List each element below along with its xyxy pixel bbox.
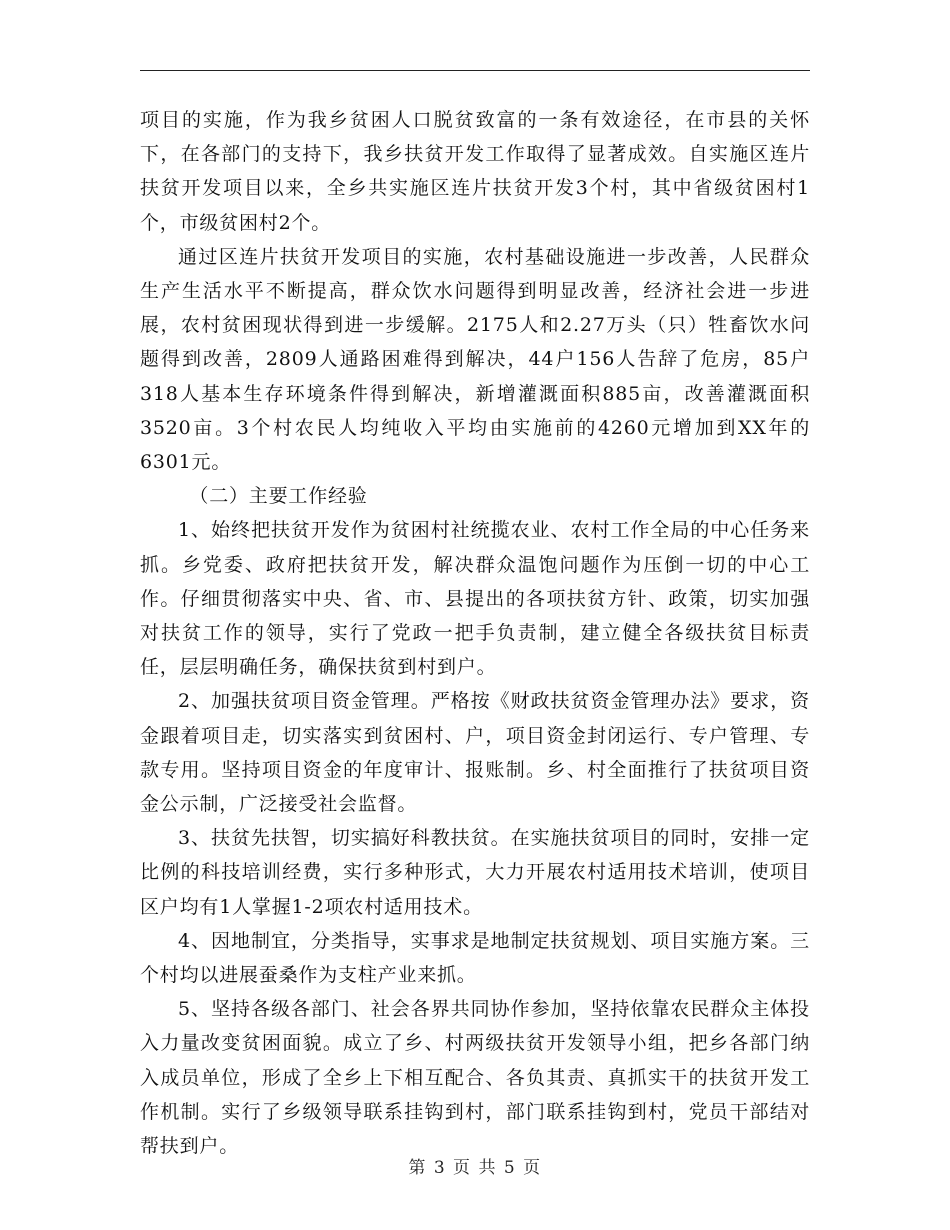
paragraph-item-3: 3、扶贫先扶智，切实搞好科教扶贫。在实施扶贫项目的同时，安排一定比例的科技培训经费，实行多种形式，大力开展农村适用技术培训，使项目区户均有1人掌握1-2项农村适用技术。 xyxy=(140,827,810,918)
paragraph-item-5: 5、坚持各级各部门、社会各界共同协作参加，坚持依靠农民群众主体投入力量改变贫困面貌。成立了乡、村两级扶贫开发领导小组，把乡各部门纳入成员单位，形成了全乡上下相互配合、各负其责、真抓实干的扶贫开发工作机制。实行了乡级领导联系挂钩到村，部门联系挂钩到村，党员干部结对帮扶到户。 xyxy=(140,998,810,1158)
paragraph-item-2: 2、加强扶贫项目资金管理。严格按《财政扶贫资金管理办法》要求，资金跟着项目走，切实落实到贫困村、户，项目资金封闭运行、专户管理、专款专用。坚持项目资金的年度审计、报账制。乡、村全面推行了扶贫项目资金公示制，广泛接受社会监督。 xyxy=(140,690,810,816)
paragraph-item-1: 1、始终把扶贫开发作为贫困村社统揽农业、农村工作全局的中心任务来抓。乡党委、政府把扶贫开发，解决群众温饱问题作为压倒一切的中心工作。仔细贯彻落实中央、省、市、县提出的各项扶贫方针、政策，切实加强对扶贫工作的领导，实行了党政一把手负责制，建立健全各级扶贫目标责任，层层明确任务，确保扶贫到村到户。 xyxy=(140,519,810,679)
page-number-footer: 第 3 页 共 5 页 xyxy=(408,1158,542,1178)
paragraph-continuation: 项目的实施，作为我乡贫困人口脱贫致富的一条有效途径，在市县的关怀下，在各部门的支持下，我乡扶贫开发工作取得了显著成效。自实施区连片扶贫开发项目以来，全乡共实施区连片扶贫开发3个村，其中省级贫困村1个，市级贫困村2个。 xyxy=(140,109,810,234)
paragraph-item-4: 4、因地制宜，分类指导，实事求是地制定扶贫规划、项目实施方案。三个村均以进展蚕桑作为支柱产业来抓。 xyxy=(140,929,810,987)
section-heading-experience: （二）主要工作经验 xyxy=(189,485,368,508)
document-body xyxy=(140,103,810,1163)
paragraph-results: 通过区连片扶贫开发项目的实施，农村基础设施进一步改善，人民群众生产生活水平不断提高，群众饮水问题得到明显改善，经济社会进一步进展，农村贫困现状得到进一步缓解。2175人和2.27万头（只）牲畜饮水问题得到改善，2809人通路困难得到解决，44户156人告辞了危房，85户318人基本生存环境条件得到解决，新增灌溉面积885亩，改善灌溉面积3520亩。3个村农民人均纯收入平均由实施前的4260元增加到XX年的6301元。 xyxy=(140,245,810,474)
header-rule xyxy=(140,70,810,71)
